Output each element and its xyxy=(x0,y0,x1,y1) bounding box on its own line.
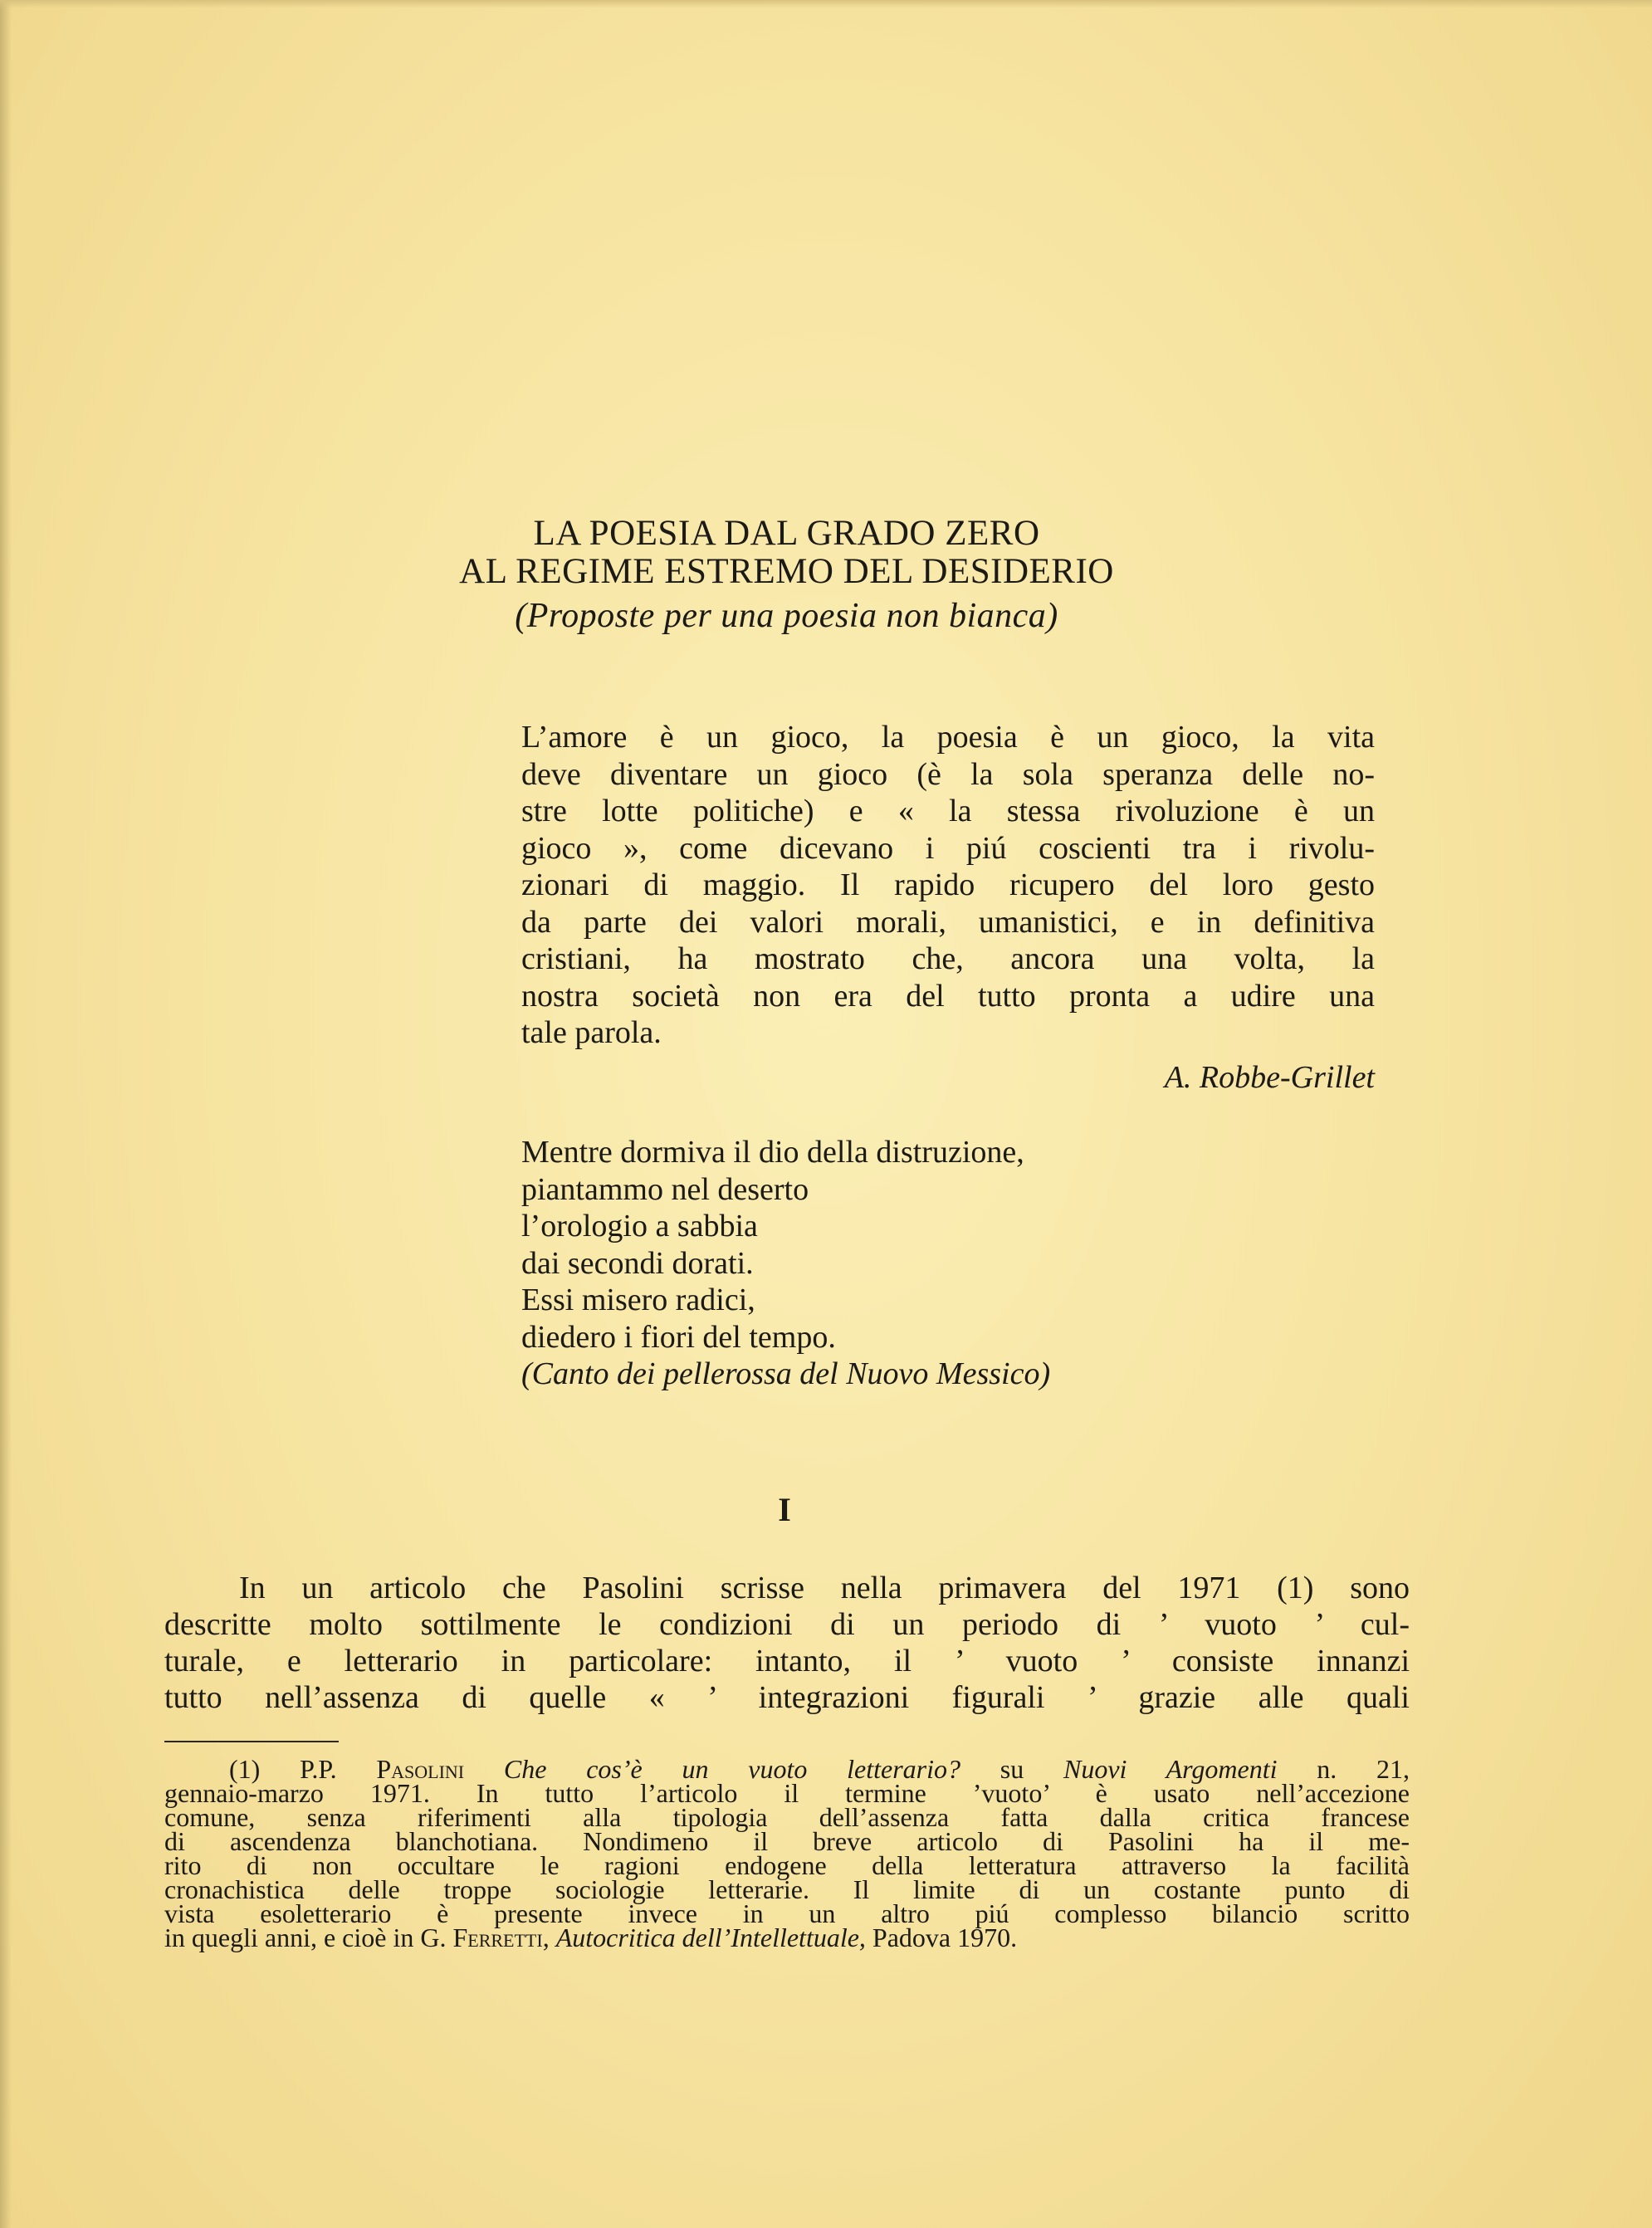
footnote xyxy=(164,1754,1410,1952)
footnote-journal: Nuovi Argomenti xyxy=(1063,1754,1278,1784)
poem-line: diedero i fiori del tempo. xyxy=(521,1319,836,1355)
poem-epigraph xyxy=(521,1134,1050,1393)
epigraph-line: tale parola. xyxy=(521,1015,662,1050)
footnote-author-initials: P.P. xyxy=(300,1754,337,1784)
footnote-line: cronachistica delle troppe sociologie letterarie. Il limite di un costante punto di xyxy=(164,1874,1410,1904)
footnote-ref2-place: Padova 1970. xyxy=(872,1923,1018,1952)
epigraph-line: nostra società non era del tutto pronta a udire una xyxy=(521,978,1375,1014)
page-edge-shadow xyxy=(0,0,12,2228)
body-line: turale, e letterario in particolare: intanto, il ’ vuoto ’ consiste innanzi xyxy=(164,1644,1410,1678)
epigraph-quote xyxy=(521,719,1375,1052)
footnote-ref: (1) xyxy=(229,1754,261,1784)
footnote-line: vista esoletterario è presente invece in un altro piú complesso bilancio scritto xyxy=(164,1898,1410,1928)
chapter-title-line-2: AL REGIME ESTREMO DEL DESIDERIO xyxy=(459,552,1114,591)
footnote-line: di ascendenza blanchotiana. Nondimeno il breve articolo di Pasolini ha il me- xyxy=(164,1826,1410,1856)
epigraph-line: stre lotte politiche) e « la stessa rivoluzione è un xyxy=(521,794,1375,828)
footnote-last-line-start: in quegli anni, e cioè in G. xyxy=(164,1923,447,1952)
body-line: In un articolo che Pasolini scrisse nella primavera del 1971 (1) sono xyxy=(239,1571,1410,1605)
footnote-ref2-title: Autocritica dell’Intellettuale, xyxy=(555,1923,866,1952)
poem-line: l’orologio a sabbia xyxy=(521,1209,758,1243)
footnote-issue: n. 21, xyxy=(1317,1754,1410,1784)
body-line: descritte molto sottilmente le condizioni di un periodo di ’ vuoto ’ cul- xyxy=(164,1607,1410,1642)
chapter-title-line-1: LA POESIA DAL GRADO ZERO xyxy=(533,514,1040,553)
footnote-line: comune, senza riferimenti alla tipologia dell’assenza fatta dalla critica francese xyxy=(164,1802,1410,1832)
epigraph-line: zionari di maggio. Il rapido ricupero del loro gesto xyxy=(521,867,1375,902)
epigraph-line: gioco », come dicevano i piú coscienti tra i rivolu- xyxy=(521,830,1375,866)
footnote-ref2-surname: Ferretti, xyxy=(452,1923,550,1952)
footnote-line xyxy=(164,1923,1410,1952)
footnote-line: gennaio-marzo 1971. In tutto l’articolo il termine ’vuoto’ è usato nell’accezione xyxy=(164,1778,1410,1808)
epigraph-line: deve diventare un gioco (è la sola speranza delle no- xyxy=(521,756,1375,792)
chapter-subtitle: (Proposte per una poesia non bianca) xyxy=(515,597,1058,635)
epigraph-attribution: A. Robbe-Grillet xyxy=(1164,1060,1375,1095)
epigraph-line: cristiani, ha mostrato che, ancora una volta, la xyxy=(521,941,1375,976)
footnote-source-prep: su xyxy=(1000,1754,1024,1784)
footnote-work-title: Che cos’è un vuoto letterario? xyxy=(503,1754,960,1784)
poem-source: (Canto dei pellerossa del Nuovo Messico) xyxy=(521,1356,1051,1391)
page-top-shadow xyxy=(0,0,1652,8)
footnote-line: rito di non occultare le ragioni endogene della letteratura attraverso la facilità xyxy=(164,1850,1410,1880)
footnote-author-surname: Pasolini xyxy=(376,1754,465,1784)
poem-line: piantammo nel deserto xyxy=(521,1171,809,1207)
section-number: I xyxy=(778,1491,791,1528)
poem-line: Mentre dormiva il dio della distruzione, xyxy=(521,1135,1024,1170)
body-paragraph xyxy=(164,1570,1410,1716)
footnote-separator xyxy=(164,1741,339,1742)
epigraph-line: da parte dei valori morali, umanistici, e in definitiva xyxy=(521,904,1375,940)
body-line: tutto nell’assenza di quelle « ’ integrazioni figurali ’ grazie alle quali xyxy=(164,1680,1410,1715)
poem-line: Essi misero radici, xyxy=(521,1283,755,1317)
poem-line: dai secondi dorati. xyxy=(521,1245,754,1281)
epigraph-line: L’amore è un gioco, la poesia è un gioco, la vita xyxy=(521,720,1375,755)
